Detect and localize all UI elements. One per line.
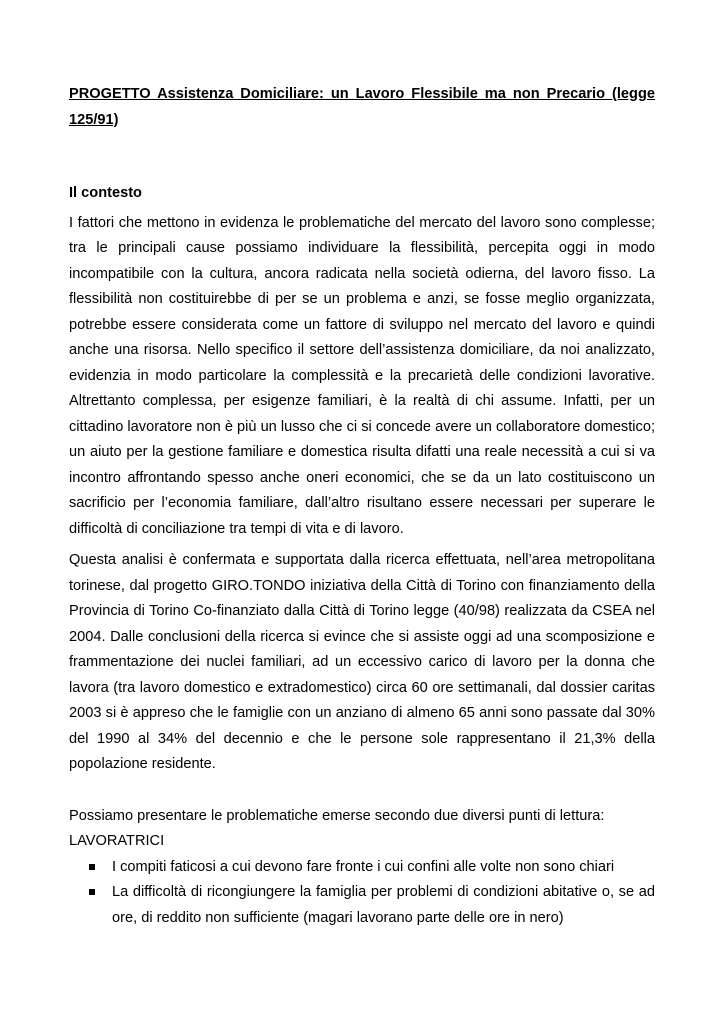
square-bullet-icon	[89, 864, 95, 870]
intro-line: Possiamo presentare le problematiche emerse secondo due diversi punti di lettura:	[69, 807, 605, 824]
document-title: PROGETTO Assistenza Domiciliare: un Lavoro Flessibile ma non Precario (legge 125/91)	[69, 86, 655, 128]
document-page	[69, 82, 655, 931]
list-item	[69, 855, 655, 881]
list-item-text: La difficoltà di ricongiungere la famiglia per problemi di condizioni abitative o, se ad ore, di reddito non sufficiente (magari lavorano parte delle ore in nero)	[112, 884, 655, 926]
bullet-list	[69, 855, 655, 932]
subheading-lavoratrici: LAVORATRICI	[69, 833, 165, 849]
paragraph-context: I fattori che mettono in evidenza le problematiche del mercato del lavoro sono complesse; tra le principali cause possiamo individuare la flessibilità, percepita oggi in modo incompatibile con la cultura, ancora radicata nella società odierna, del lavoro fisso. La flessibilità non costituirebbe di per se un problema e anzi, se fosse meglio organizzata, potrebbe essere considerata come un fattore di sviluppo nel mercato del lavoro e quindi anche una risorsa. Nello specifico il settore dell’assistenza domiciliare, da noi analizzato, evidenzia in modo particolare la complessità e la precarietà delle condizioni lavorative. Altrettanto complessa, per esigenze familiari, è la realtà di chi assume. Infatti, per un cittadino lavoratore non è più un lusso che ci si concede avere un collaboratore domestico; un aiuto per la gestione familiare e domestica risulta difatti una reale necessità a cui si va incontro affrontando spesso anche oneri economici, che se da un lato costituiscono un sacrificio per l’economia familiare, dall’altro risultano essere necessari per superare le difficoltà di conciliazione tra tempi di vita e di lavoro.	[69, 214, 655, 537]
square-bullet-icon	[89, 889, 95, 895]
list-item-text: I compiti faticosi a cui devono fare fronte i cui confini alle volte non sono chiari	[112, 858, 615, 875]
list-item	[69, 880, 655, 931]
paragraph-research: Questa analisi è confermata e supportata dalla ricerca effettuata, nell’area metropolitana torinese, dal progetto GIRO.TONDO iniziativa della Città di Torino con finanziamento della Provincia di Torino Co-finanziato dalla Città di Torino legge (40/98) realizzata da CSEA nel 2004. Dalle conclusioni della ricerca si evince che si assiste oggi ad una scomposizione e frammentazione dei nuclei familiari, ad un eccessivo carico di lavoro per la donna che lavora (tra lavoro domestico e extradomestico) circa 60 ore settimanali, dal dossier caritas 2003 si è appreso che le famiglie con un anziano di almeno 65 anni sono passate dal 30% del 1990 al 34% del decennio e che le persone sole rappresentano il 21,3% della popolazione residente.	[69, 552, 655, 772]
section-heading: Il contesto	[69, 185, 142, 201]
